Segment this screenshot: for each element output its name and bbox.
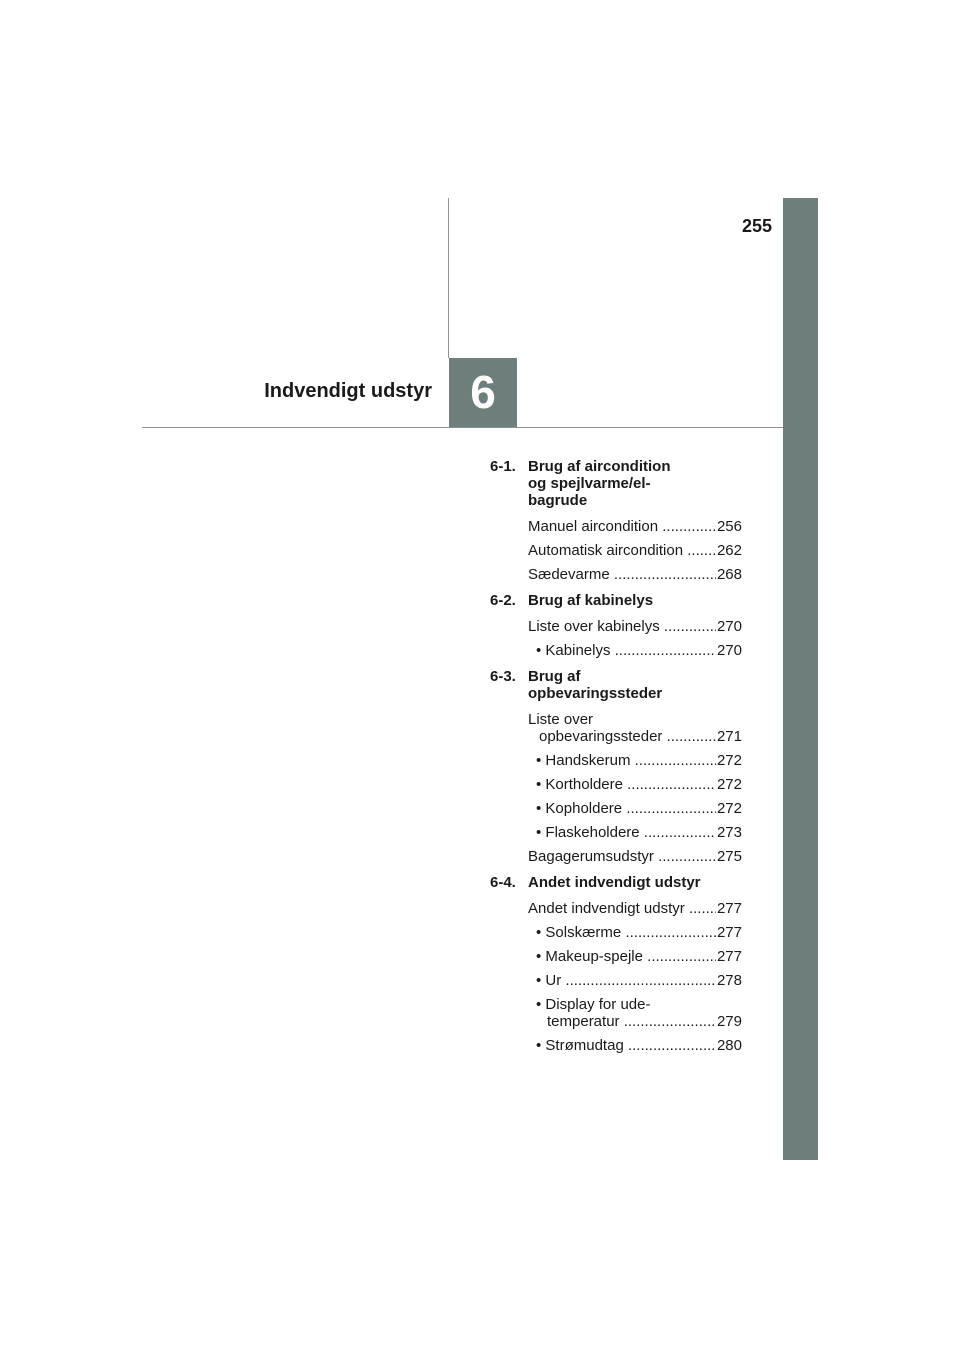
toc-entry-label: • Flaskeholdere ..... <box>536 824 716 841</box>
toc-entry[interactable] <box>536 642 742 659</box>
section-heading <box>490 874 742 891</box>
horizontal-rule <box>142 427 783 428</box>
chapter-number: 6 <box>449 358 517 427</box>
toc-entry[interactable] <box>528 900 742 917</box>
toc-entry-line: Liste over <box>528 711 594 728</box>
toc-section <box>490 874 742 1054</box>
section-title-line: opbevaringssteder <box>528 685 663 702</box>
section-title-line: Brug af <box>528 668 581 685</box>
toc-entry-page: 272 <box>716 752 742 769</box>
chapter-side-tab <box>783 198 818 1160</box>
page-number: 255 <box>741 216 772 236</box>
toc-entry[interactable] <box>528 711 742 745</box>
toc-entry-page: 273 <box>716 824 742 841</box>
toc-entry-label <box>528 711 716 745</box>
toc-entry[interactable] <box>528 566 742 583</box>
toc-entry-label: Automatisk aircondition ..... <box>528 542 716 559</box>
toc-section <box>490 668 742 865</box>
toc-entry[interactable] <box>528 542 742 559</box>
toc-entry-page: 279 <box>716 1013 742 1030</box>
toc-entry-page: 262 <box>716 542 742 559</box>
toc-entry-label: • Makeup-spejle ..... <box>536 948 716 965</box>
toc-entry-label: Liste over kabinelys ..... <box>528 618 716 635</box>
toc-entry-label: • Strømudtag ..... <box>536 1037 716 1054</box>
toc-entry-page: 277 <box>716 924 742 941</box>
toc-entry-label: Sædevarme ..... <box>528 566 716 583</box>
toc-entry[interactable] <box>528 618 742 635</box>
section-title-line: bagrude <box>528 492 588 509</box>
toc-entry-page: 275 <box>716 848 742 865</box>
toc-entry-label: • Kabinelys ..... <box>536 642 716 659</box>
toc-entry[interactable] <box>528 518 742 535</box>
toc-entry[interactable] <box>536 752 742 769</box>
toc-section <box>490 592 742 659</box>
section-heading <box>490 458 742 509</box>
toc-entry-page: 256 <box>716 518 742 535</box>
toc-entry[interactable] <box>536 1037 742 1054</box>
section-title-line: Brug af aircondition <box>528 458 671 475</box>
toc-entry-label: • Solskærme ..... <box>536 924 716 941</box>
vertical-rule <box>448 198 449 358</box>
section-title <box>528 592 653 609</box>
toc-entry-label: • Kortholdere ..... <box>536 776 716 793</box>
section-number: 6-3. <box>490 668 516 685</box>
toc-entry-page: 270 <box>716 642 742 659</box>
toc-entry-line: temperatur ..... <box>536 1013 716 1030</box>
toc-entry-page: 272 <box>716 800 742 817</box>
toc-entry-page: 280 <box>716 1037 742 1054</box>
toc-entry-label: Manuel aircondition ..... <box>528 518 716 535</box>
section-title <box>528 668 662 702</box>
toc-section <box>490 458 742 583</box>
toc-entry[interactable] <box>528 848 742 865</box>
toc-entry-page: 270 <box>716 618 742 635</box>
section-title-line: og spejlvarme/el- <box>528 475 651 492</box>
toc-entry[interactable] <box>536 948 742 965</box>
toc-entry-line: opbevaringssteder ..... <box>528 728 716 745</box>
section-number: 6-2. <box>490 592 516 609</box>
toc-entry-page: 277 <box>716 948 742 965</box>
toc-entry[interactable] <box>536 776 742 793</box>
toc-entry-label: • Handskerum ..... <box>536 752 716 769</box>
toc-entry-page: 278 <box>716 972 742 989</box>
table-of-contents <box>490 458 742 1063</box>
toc-entry-page: 272 <box>716 776 742 793</box>
toc-entry-label: Bagagerumsudstyr ..... <box>528 848 716 865</box>
section-number: 6-4. <box>490 874 516 891</box>
toc-entry[interactable] <box>536 924 742 941</box>
section-title-line: Andet indvendigt udstyr <box>528 874 701 891</box>
section-heading <box>490 592 742 609</box>
section-title-line: Brug af kabinelys <box>528 592 654 609</box>
toc-entry-label: • Ur ..... <box>536 972 716 989</box>
toc-entry-page: 268 <box>716 566 742 583</box>
toc-entry-line: • Display for ude- <box>536 996 651 1013</box>
toc-entry-label <box>536 996 716 1030</box>
toc-entry-page: 277 <box>716 900 742 917</box>
section-title <box>528 874 701 891</box>
chapter-title: Indvendigt udstyr <box>264 380 432 402</box>
toc-entry-page: 271 <box>716 728 742 745</box>
section-heading <box>490 668 742 702</box>
toc-entry[interactable] <box>536 996 742 1030</box>
section-number: 6-1. <box>490 458 516 475</box>
toc-entry-label: • Kopholdere ..... <box>536 800 716 817</box>
toc-entry-label: Andet indvendigt udstyr ..... <box>528 900 716 917</box>
section-title <box>528 458 671 509</box>
toc-entry[interactable] <box>536 972 742 989</box>
toc-entry[interactable] <box>536 824 742 841</box>
toc-entry[interactable] <box>536 800 742 817</box>
